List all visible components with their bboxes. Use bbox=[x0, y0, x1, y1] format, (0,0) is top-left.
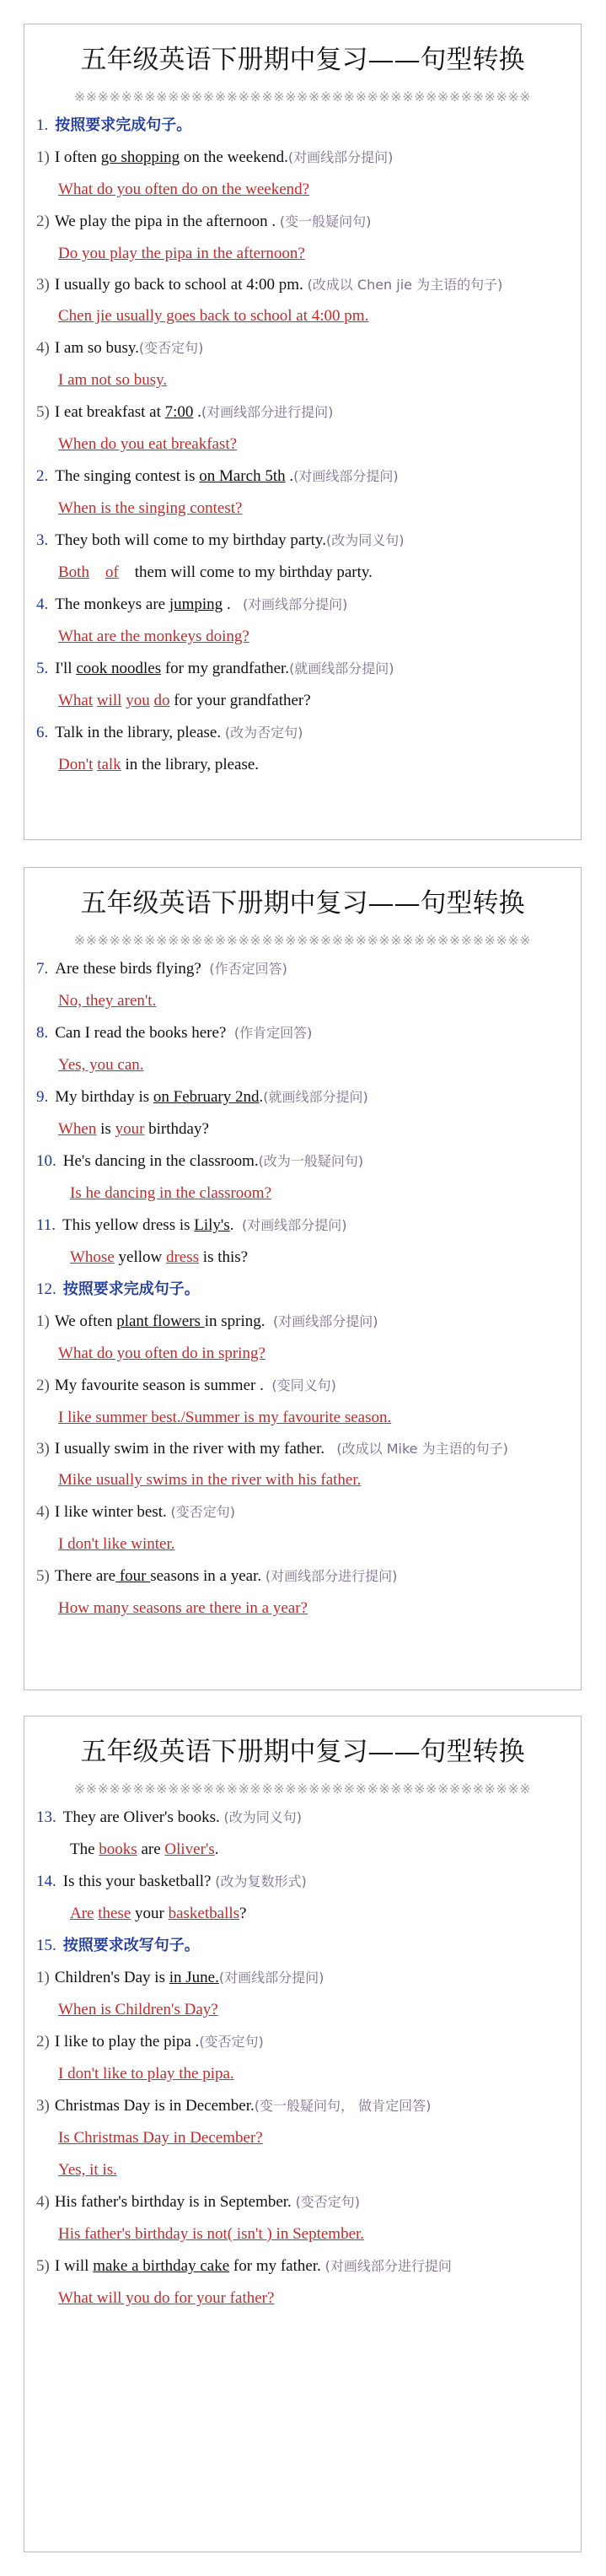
question: 3. They both will come to my birthday party.(改为同义句) bbox=[36, 531, 405, 549]
answer: Are these your basketballs? bbox=[70, 1905, 247, 1922]
answer: Whose yellow dress is this? bbox=[70, 1248, 249, 1266]
question: 9. My birthday is on February 2nd.(就画线部分提问) bbox=[36, 1088, 368, 1106]
question: 5) There are four seasons in a year. (对画线部分进行提问) bbox=[36, 1567, 398, 1585]
answer: What will you do for your grandfather? bbox=[58, 692, 311, 709]
answer: The books are Oliver's. bbox=[70, 1840, 219, 1858]
answer: Chen jie usually goes back to school at 4:00 pm. bbox=[58, 307, 369, 325]
worksheet-page-1 bbox=[24, 24, 582, 840]
answer: Is Christmas Day in December? bbox=[58, 2129, 263, 2147]
star-divider: ※※※※※※※※※※※※※※※※※※※※※※※※※※※※※※※※※※※※※※※ bbox=[73, 932, 532, 948]
page-title: 五年级英语下册期中复习——句型转换 bbox=[80, 888, 525, 919]
question: 3) I usually swim in the river with my father. (改成以 Mike 为主语的句子) bbox=[36, 1440, 508, 1458]
answer: Both of them will come to my birthday party. bbox=[58, 563, 373, 581]
question: 5) I eat breakfast at 7:00 .(对画线部分进行提问) bbox=[36, 403, 334, 421]
answer: What are the monkeys doing? bbox=[58, 628, 249, 645]
question: 2) I like to play the pipa .(变否定句) bbox=[36, 2033, 264, 2051]
page-title: 五年级英语下册期中复习——句型转换 bbox=[80, 45, 525, 75]
question: 1) We often plant flowers in spring. (对画线部分提问) bbox=[36, 1312, 378, 1330]
answer: Yes, you can. bbox=[58, 1056, 144, 1074]
question: 1) I often go shopping on the weekend.(对画线部分提问) bbox=[36, 148, 394, 166]
worksheet-page-2 bbox=[24, 867, 582, 1690]
question: 5) I will make a birthday cake for my father. (对画线部分进行提问 bbox=[36, 2257, 452, 2275]
question: 8. Can I read the books here? (作肯定回答) bbox=[36, 1024, 313, 1042]
answer: When is your birthday? bbox=[58, 1120, 209, 1138]
section-heading: 15. 按照要求改写句子。 bbox=[36, 1937, 200, 1954]
question: 10. He's dancing in the classroom.(改为一般疑问句) bbox=[36, 1152, 364, 1170]
answer: Yes, it is. bbox=[58, 2161, 117, 2179]
question: 6. Talk in the library, please. (改为否定句) bbox=[36, 724, 303, 741]
question: 4) I am so busy.(变否定句) bbox=[36, 339, 204, 357]
question: 14. Is this your basketball? (改为复数形式) bbox=[36, 1873, 307, 1890]
answer: I am not so busy. bbox=[58, 371, 168, 389]
question: 2) My favourite season is summer . (变同义句) bbox=[36, 1377, 336, 1394]
answer: Do you play the pipa in the afternoon? bbox=[58, 245, 305, 262]
answer: I like summer best./Summer is my favourite season. bbox=[58, 1409, 392, 1426]
question: 1) Children's Day is in June.(对画线部分提问) bbox=[36, 1969, 324, 1986]
worksheet-page-3 bbox=[24, 1716, 582, 2552]
question: 3) I usually go back to school at 4:00 pm. (改成以 Chen jie 为主语的句子) bbox=[36, 276, 503, 294]
section-heading: 1. 按照要求完成句子。 bbox=[36, 116, 192, 134]
question: 3) Christmas Day is in December.(变一般疑问句， 做肯定回答) bbox=[36, 2097, 432, 2115]
star-divider: ※※※※※※※※※※※※※※※※※※※※※※※※※※※※※※※※※※※※※※※ bbox=[73, 89, 532, 105]
answer: How many seasons are there in a year? bbox=[58, 1599, 308, 1617]
question: 2) We play the pipa in the afternoon . (变一般疑问句) bbox=[36, 213, 372, 230]
question: 4) I like winter best. (变否定句) bbox=[36, 1503, 236, 1521]
answer: Mike usually swims in the river with his father. bbox=[58, 1471, 362, 1489]
answer: When is the singing contest? bbox=[58, 499, 243, 517]
question: 13. They are Oliver's books. (改为同义句) bbox=[36, 1808, 302, 1826]
answer: When is Children's Day? bbox=[58, 2001, 218, 2018]
page-title: 五年级英语下册期中复习——句型转换 bbox=[80, 1737, 525, 1767]
question: 4. The monkeys are jumping . (对画线部分提问) bbox=[36, 595, 348, 613]
answer: When do you eat breakfast? bbox=[58, 435, 238, 453]
answer: What do you often do on the weekend? bbox=[58, 181, 310, 198]
answer: No, they aren't. bbox=[58, 992, 157, 1010]
answer: What do you often do in spring? bbox=[58, 1345, 265, 1362]
answer: I don't like winter. bbox=[58, 1535, 175, 1553]
question: 11. This yellow dress is Lily's. (对画线部分提问) bbox=[36, 1216, 347, 1234]
answer: What will you do for your father? bbox=[58, 2289, 275, 2307]
answer: Is he dancing in the classroom? bbox=[70, 1184, 272, 1202]
answer: I don't like to play the pipa. bbox=[58, 2065, 234, 2083]
answer: His father's birthday is not( isn't ) in September. bbox=[58, 2225, 365, 2243]
star-divider: ※※※※※※※※※※※※※※※※※※※※※※※※※※※※※※※※※※※※※※※ bbox=[73, 1781, 532, 1797]
answer: Don't talk in the library, please. bbox=[58, 756, 260, 773]
section-heading: 12. 按照要求完成句子。 bbox=[36, 1280, 200, 1298]
question: 5. I'll cook noodles for my grandfather.(就画线部分提问) bbox=[36, 660, 394, 677]
question: 4) His father's birthday is in September. (变否定句) bbox=[36, 2193, 361, 2211]
question: 2. The singing contest is on March 5th .(对画线部分提问) bbox=[36, 467, 399, 485]
question: 7. Are these birds flying? (作否定回答) bbox=[36, 960, 287, 978]
